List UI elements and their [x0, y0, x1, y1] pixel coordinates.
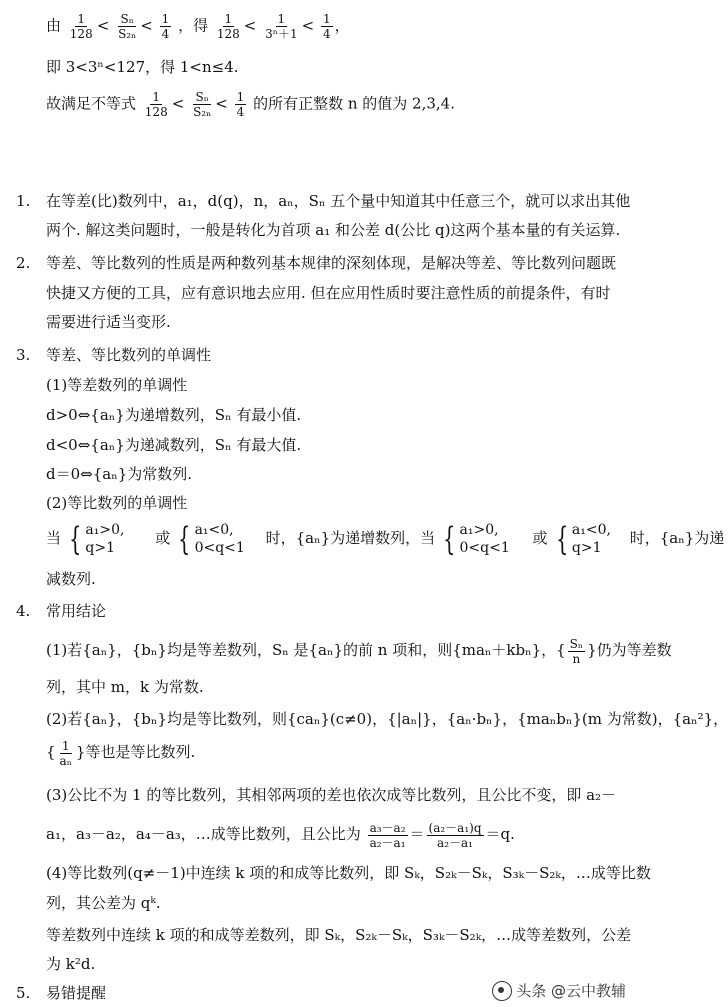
case-brace: { a₁>0, 0<q<1	[443, 520, 510, 558]
mono-d2: d<0⇔{aₙ}为递减数列，Sₙ 有最大值.	[46, 436, 302, 454]
concl-3: (3)公比不为 1 的等比数列，其相邻两项的差也依次成等比数列，且公比不变，即 a₂－	[46, 786, 617, 804]
item-2-line-3: 需要进行适当变形.	[46, 313, 171, 331]
top-line-1: 由 $\frac{1}{128}$ < $\frac{\text{Sₙ}}{\text{S₂ₙ}}$ < $\frac{1}{4}$ ，得 $\frac{1}{128}$ < $\frac{1}{\text{3ⁿ＋1}}$ < $\frac{1}{4}$ ，	[46, 12, 350, 41]
fraction: $\frac{\text{Sₙ}}{\text{S₂ₙ}}$	[193, 90, 212, 119]
item-3-title: 等差、等比数列的单调性	[46, 346, 212, 364]
fraction: $\frac{1}{4}$	[161, 12, 170, 41]
item-number: 5.	[16, 984, 31, 1002]
fraction: $\frac{1}{128}$	[216, 12, 240, 41]
concl-4: (4)等比数列(q≠－1)中连续 k 项的和成等比数列，即 Sₖ，S₂ₖ－Sₖ，S₃ₖ－S₂ₖ，…成等比数	[46, 864, 651, 882]
fraction: $\frac{1}{\text{aₙ}}$	[59, 738, 72, 768]
concl-2: (2)若{aₙ}，{bₙ}均是等比数列，则{caₙ}(c≠0)，{|aₙ|}，{aₙ·bₙ}，{maₙbₙ}(m 为常数)，{aₙ²}，	[46, 710, 728, 728]
watermark-text: 头条 @云中教辅	[516, 982, 626, 1000]
concl-5: 等差数列中连续 k 项的和成等差数列，即 Sₖ，S₂ₖ－Sₖ，S₃ₖ－S₂ₖ，…成等差数列，公差	[46, 926, 632, 944]
fraction: $\frac{\text{a₃－a₂}}{\text{a₂－a₁}}$	[369, 820, 406, 850]
mono-h1: (1)等差数列的单调性	[46, 376, 188, 394]
case-brace: { a₁>0, q>1	[69, 520, 125, 558]
concl-5b: 为 k²d.	[46, 955, 96, 973]
item-2-line-2: 快捷又方便的工具，应有意识地去应用. 但在应用性质时要注意性质的前提条件，有时	[46, 284, 611, 302]
fraction: $\frac{1}{4}$	[322, 12, 331, 41]
fraction: $\frac{1}{128}$	[69, 12, 93, 41]
fraction: $\frac{\text{Sₙ}}{\text{S₂ₙ}}$	[118, 12, 137, 41]
top-line-2: 即 3<3ⁿ<127，得 1<n≤4.	[46, 58, 239, 76]
item-number: 2.	[16, 254, 31, 272]
top-line-3: 故满足不等式 $\frac{1}{128}$ < $\frac{\text{Sₙ}}{\text{S₂ₙ}}$ < $\frac{1}{4}$ 的所有正整数 n 的值为 2,3,4.	[46, 90, 455, 119]
mono-conditions: 当 { a₁>0, q>1 或 { a₁<0, 0<q<1 时，{aₙ}为递增数列，当 { a₁>0, 0<q<1 或 { a₁<0, q>1 时，{aₙ}为递	[46, 520, 725, 558]
item-4-title: 常用结论	[46, 602, 107, 620]
concl-3b: a₁，a₃－a₂，a₄－a₃，…成等比数列，且公比为 $\frac{\text{a₃－a₂}}{\text{a₂－a₁}}$ ＝ $\frac{\text{(a₂－a₁)q}}{\text{a₂－a₁}}$ ＝q.	[46, 820, 515, 850]
fraction: $\frac{1}{128}$	[144, 90, 168, 119]
item-number: 3.	[16, 346, 31, 364]
watermark	[492, 980, 626, 1001]
item-1-line-1: 在等差(比)数列中，a₁，d(q)，n，aₙ，Sₙ 五个量中知道其中任意三个，就可以求出其他	[46, 192, 631, 210]
item-5-title: 易错提醒	[46, 984, 107, 1002]
fraction: $\frac{1}{4}$	[236, 90, 245, 119]
fraction: $\frac{\text{Sₙ}}{n}$	[569, 636, 584, 666]
mono-tail: 减数列.	[46, 570, 96, 588]
item-2-line-1: 等差、等比数列的性质是两种数列基本规律的深刻体现，是解决等差、等比数列问题既	[46, 254, 617, 272]
concl-4b: 列，其公差为 qᵏ.	[46, 894, 161, 912]
item-number: 1.	[16, 192, 31, 210]
concl-1: (1)若{aₙ}，{bₙ}均是等差数列，Sₙ 是{aₙ}的前 n 项和，则{maₙ＋kbₙ}，{ $\frac{\text{Sₙ}}{n}$ }仍为等差数	[46, 636, 672, 666]
mono-d3: d＝0⇔{aₙ}为常数列.	[46, 465, 193, 483]
case-brace: { a₁<0, 0<q<1	[178, 520, 245, 558]
item-1-line-2: 两个. 解这类问题时，一般是转化为首项 a₁ 和公差 d(公比 q)这两个基本量的有关运算.	[46, 221, 621, 239]
watermark-logo-icon	[492, 981, 512, 1001]
case-brace: { a₁<0, q>1	[555, 520, 611, 558]
concl-1b: 列，其中 m，k 为常数.	[46, 678, 204, 696]
fraction: $\frac{\text{(a₂－a₁)q}}{\text{a₂－a₁}}$	[428, 820, 482, 850]
mono-d1: d>0⇔{aₙ}为递增数列，Sₙ 有最小值.	[46, 406, 302, 424]
concl-2b: { $\frac{1}{\text{aₙ}}$ }等也是等比数列.	[46, 738, 196, 768]
mono-h2: (2)等比数列的单调性	[46, 494, 188, 512]
top-text: 由	[46, 16, 62, 35]
item-number: 4.	[16, 602, 31, 620]
fraction: $\frac{1}{\text{3ⁿ＋1}}$	[265, 12, 298, 41]
